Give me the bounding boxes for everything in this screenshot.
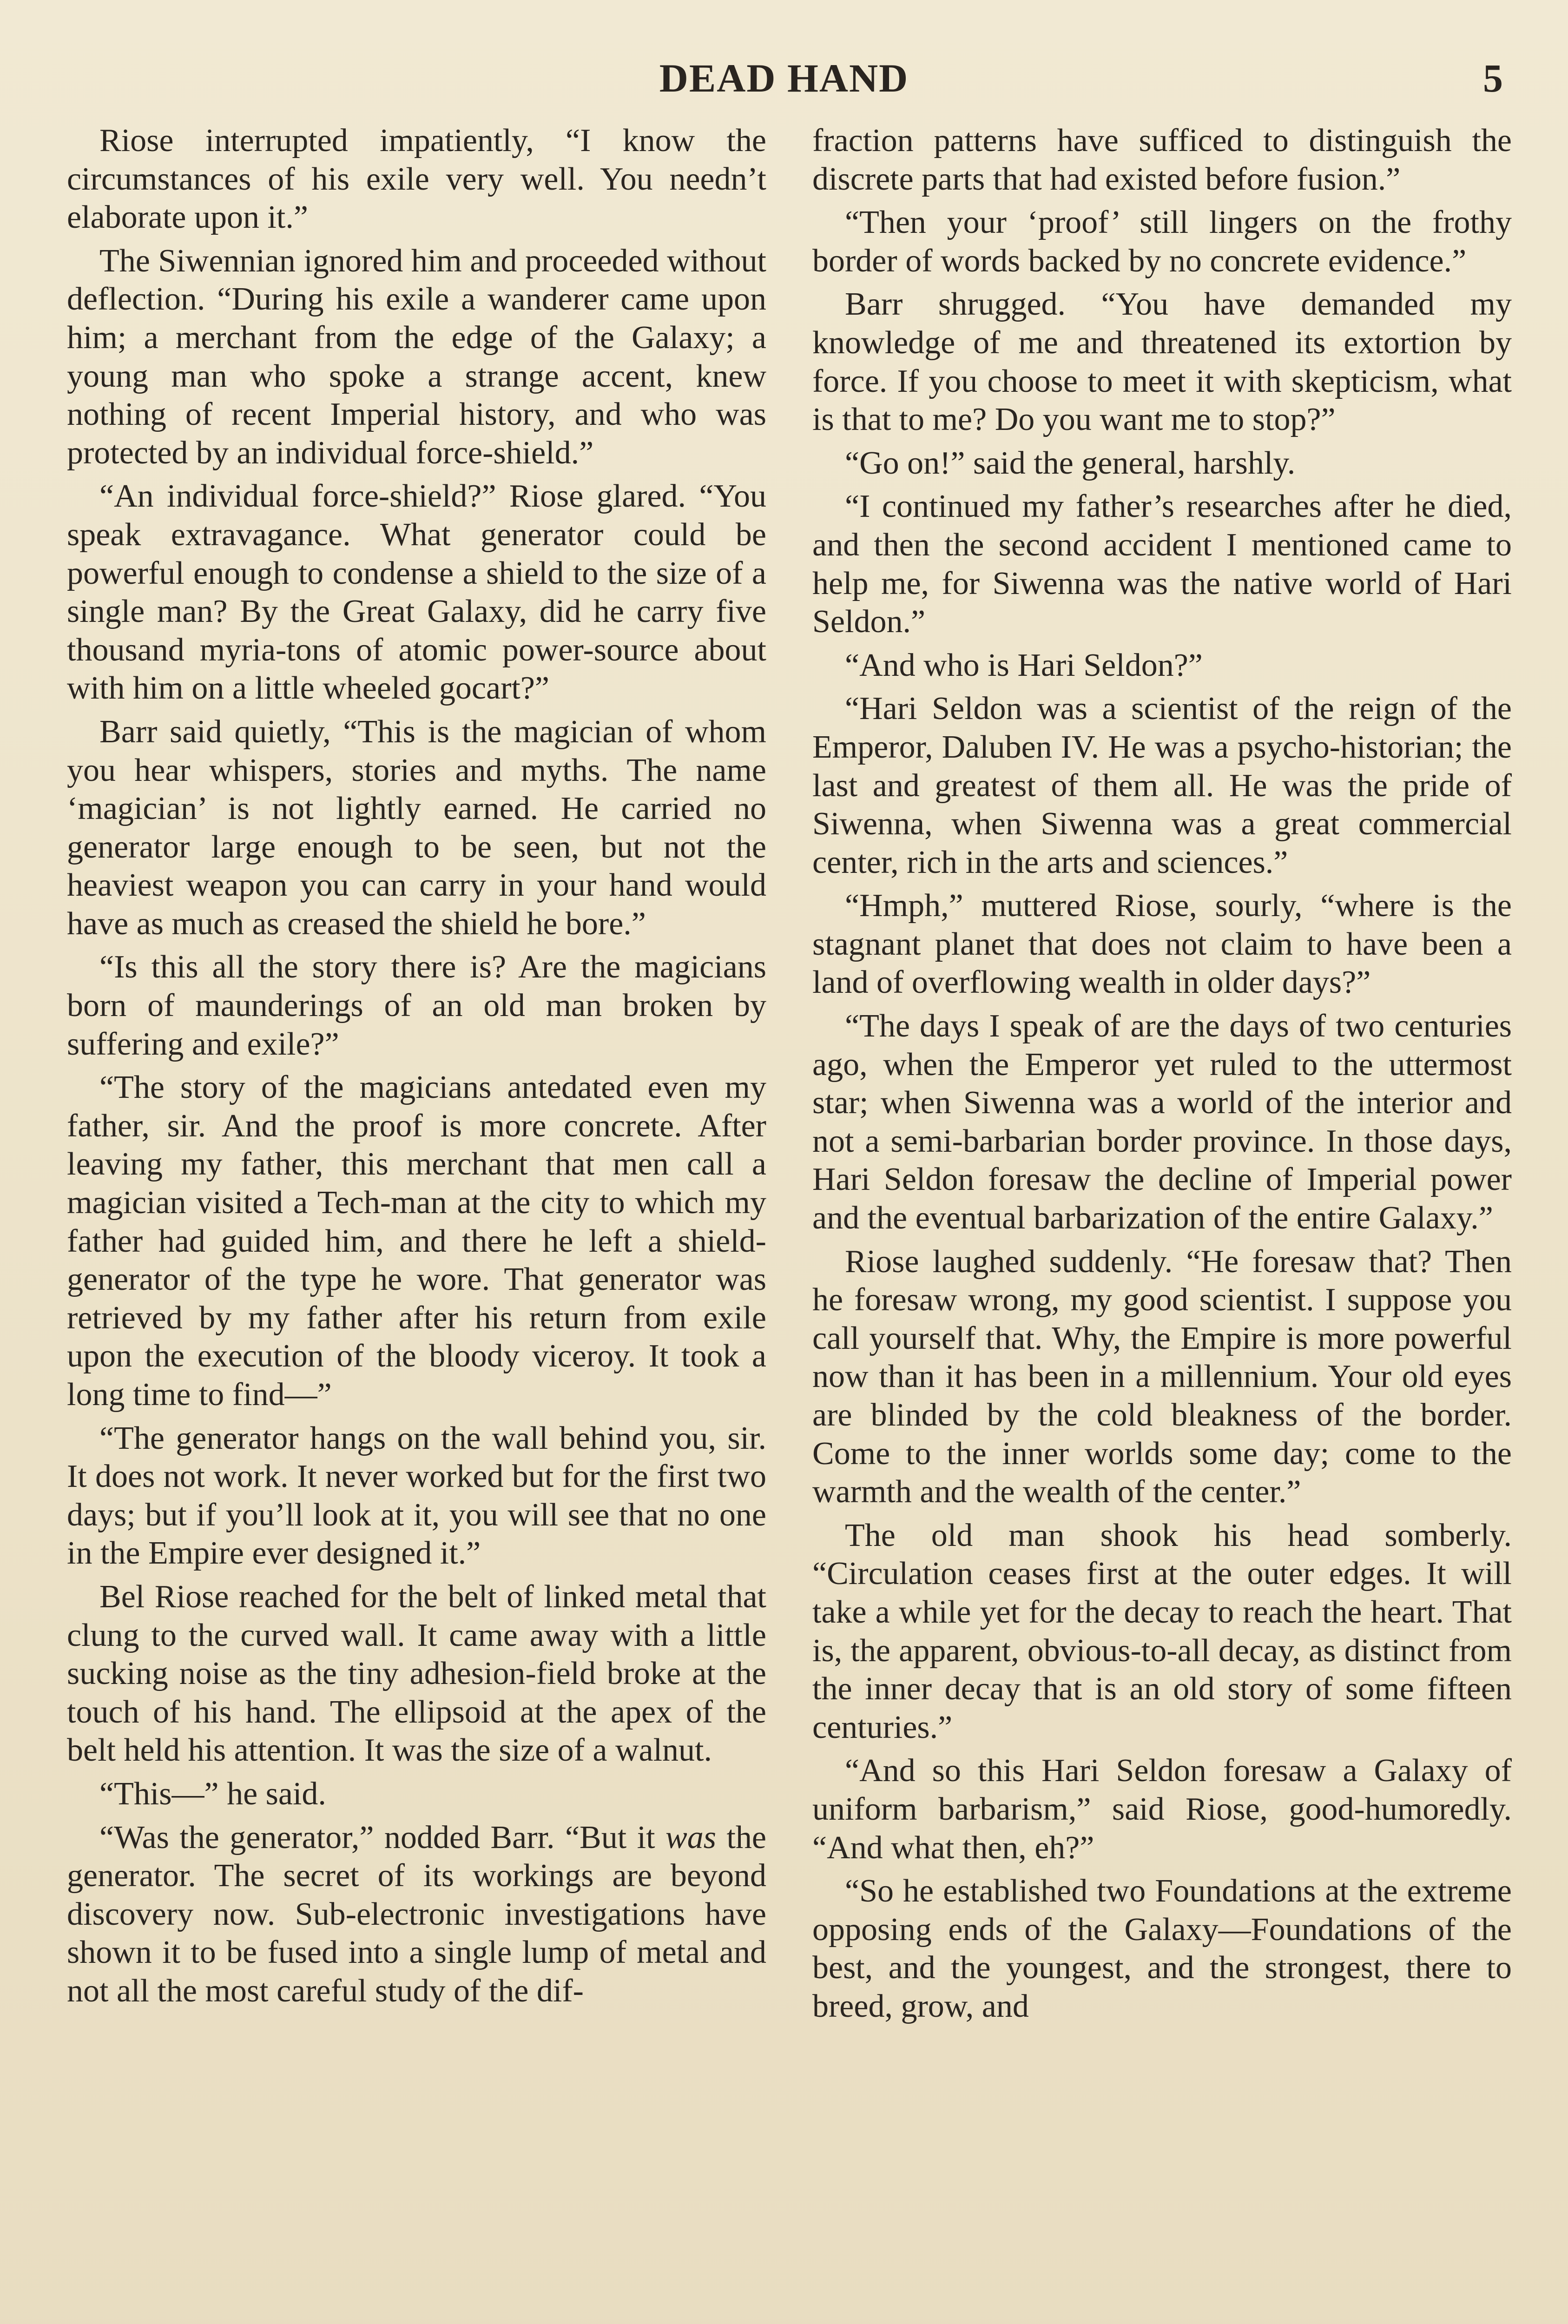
- page-number: 5: [1483, 56, 1503, 100]
- paragraph: “The generator hangs on the wall behind you, sir. It does not work. It never worked but for the first two days; but if you’ll look at it, you will see that no one in the Empire ever designed it.”: [67, 1420, 766, 1571]
- paragraph: “Then your ‘proof’ still lingers on the frothy border of words backed by no concrete evidence.”: [812, 205, 1512, 279]
- emphasis-text: was: [665, 1819, 716, 1855]
- paragraph: The old man shook his head somberly. “Circulation ceases first at the outer edges. It will take a while yet for the decay to reach the heart. That is, the apparent, obvious-to-all decay, as distinct from the inner decay that is an old story of some fifteen centuries.”: [812, 1517, 1512, 1745]
- paragraph: “Hmph,” muttered Riose, sourly, “where is the stagnant planet that does not claim to have been a land of overflowing wealth in older days?”: [812, 888, 1512, 1001]
- page-header: [65, 55, 1503, 106]
- paragraph: The Siwennian ignored him and proceeded without deflection. “During his exile a wanderer came upon him; a merchant from the edge of the Galaxy; a young man who spoke a strange accent, knew nothing of recent Imperial history, and who was protected by an individual force-shield.”: [67, 243, 766, 471]
- paragraph: Riose laughed suddenly. “He foresaw that? Then he foresaw wrong, my good scientist. I suppose you call yourself that. Why, the Empire is more powerful now than it has been in a millennium. Your old eyes are blinded by the cold bleakness of the border. Come to the inner worlds some day; come to the warmth and the wealth of the center.”: [812, 1243, 1512, 1510]
- paragraph: “So he established two Foundations at the extreme opposing ends of the Galaxy—Foundations of the best, and the youngest, and the strongest, there to breed, grow, and: [812, 1873, 1512, 2024]
- right-column: [812, 122, 1512, 2031]
- paragraph: “I continued my father’s researches after he died, and then the second accident I mentioned came to help me, for Siwenna was the native world of Hari Seldon.”: [812, 489, 1512, 640]
- paragraph-text: the generator. The secret of its workings are beyond discovery now. Sub-electronic investigations have shown it to be fused into a single lump of metal and not all the most careful study of the dif-: [67, 1819, 766, 2009]
- paragraph: “This—” he said.: [99, 1776, 326, 1812]
- paragraph: “Go on!” said the general, harshly.: [845, 445, 1296, 481]
- paragraph: Barr shrugged. “You have demanded my knowledge of me and threatened its extortion by force. If you choose to meet it with skepticism, what is that to me? Do you want me to stop?”: [812, 286, 1512, 438]
- paragraph: Barr said quietly, “This is the magician of whom you hear whispers, stories and myths. The name ‘magician’ is not lightly earned. He carried no generator large enough to be seen, but not the heaviest weapon you can carry in your hand would have as much as creased the shield he bore.”: [67, 713, 766, 942]
- paragraph: “The days I speak of are the days of two centuries ago, when the Emperor yet ruled to the uttermost star; when Siwenna was a world of the interior and not a semi-barbarian border province. In those days, Hari Seldon foresaw the decline of Imperial power and the eventual barbarization of the entire Galaxy.”: [812, 1008, 1512, 1236]
- paragraph: Riose interrupted impatiently, “I know the circumstances of his exile very well. You needn’t elaborate upon it.”: [67, 123, 766, 236]
- paragraph: “An individual force-shield?” Riose glared. “You speak extravagance. What generator could be powerful enough to condense a shield to the size of a single man? By the Great Galaxy, did he carry five thousand myria-tons of atomic power-source about with him on a little wheeled gocart?”: [67, 478, 766, 706]
- paragraph: “The story of the magicians antedated even my father, sir. And the proof is more concrete. After leaving my father, this merchant that men call a magician visited a Tech-man at the city to which my father had guided him, and there he left a shield-generator of the type he wore. That generator was retrieved by my father after his return from exile upon the execution of the bloody viceroy. It took a long time to find—”: [67, 1070, 766, 1413]
- paragraph: “And so this Hari Seldon foresaw a Galaxy of uniform barbarism,” said Riose, good-humoredly. “And what then, eh?”: [812, 1753, 1512, 1866]
- left-column: [67, 122, 766, 2016]
- paragraph: “Hari Seldon was a scientist of the reign of the Emperor, Daluben IV. He was a psycho-historian; the last and greatest of them all. He was the pride of Siwenna, when Siwenna was a great commercial center, rich in the arts and sciences.”: [812, 691, 1512, 880]
- running-title: DEAD HAND: [659, 56, 909, 100]
- paragraph-continued: fraction patterns have sufficed to distinguish the discrete parts that had existed before fusion.”: [812, 123, 1512, 197]
- paragraph: “And who is Hari Seldon?”: [845, 647, 1203, 683]
- paragraph: [67, 1819, 766, 2011]
- paragraph-text: “Was the generator,” nodded Barr. “But it: [99, 1819, 666, 1855]
- paragraph: Bel Riose reached for the belt of linked metal that clung to the curved wall. It came away with a little sucking noise as the tiny adhesion-field broke at the touch of his hand. The ellipsoid at the apex of the belt held his attention. It was the size of a walnut.: [67, 1578, 766, 1769]
- paragraph: “Is this all the story there is? Are the magicians born of maunderings of an old man broken by suffering and exile?”: [67, 949, 766, 1062]
